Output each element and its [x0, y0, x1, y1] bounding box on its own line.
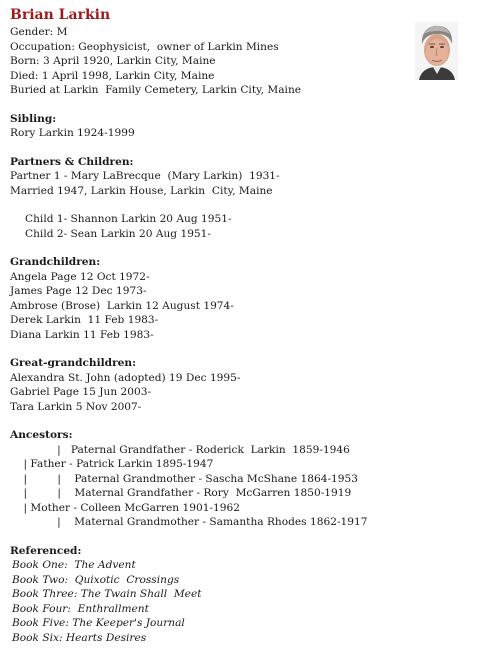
- book-reference: Book One: The Advent: [12, 559, 136, 571]
- spacer: [10, 342, 470, 356]
- grandchild-item: Ambrose (Brose) Larkin 12 August 1974-: [10, 299, 234, 312]
- referenced-heading: Referenced:: [10, 544, 82, 557]
- occupation-line: Occupation: Geophysicist, owner of Larkin Mines: [10, 40, 279, 53]
- spacer: [10, 141, 470, 155]
- spacer: [10, 241, 470, 255]
- great-grandchild-item: Tara Larkin 5 Nov 2007-: [10, 400, 142, 413]
- ancestor-line: | Father - Patrick Larkin 1895-1947: [10, 458, 214, 470]
- gender-line: Gender: M: [10, 26, 68, 38]
- genealogy-page: [10, 6, 470, 645]
- ancestor-line: | Mother - Colleen McGarren 1901-1962: [10, 501, 240, 514]
- spacer: [10, 98, 470, 112]
- partner-line: Partner 1 - Mary LaBrecque (Mary Larkin) 1931-: [10, 170, 280, 182]
- partners-heading: Partners & Children:: [10, 155, 134, 168]
- book-reference: Book Four: Enthrallment: [12, 602, 149, 615]
- book-reference: Book Five: The Keeper's Journal: [12, 617, 185, 629]
- spacer: [10, 414, 470, 428]
- person-name: Brian Larkin: [10, 7, 111, 23]
- born-line: Born: 3 April 1920, Larkin City, Maine: [10, 55, 216, 67]
- grandchild-item: Derek Larkin 11 Feb 1983-: [10, 314, 159, 326]
- sibling-heading: Sibling:: [10, 112, 57, 125]
- ancestor-line: | | Maternal Grandfather - Rory McGarren 1850-1919: [10, 487, 352, 499]
- died-line: Died: 1 April 1998, Larkin City, Maine: [10, 69, 215, 82]
- sibling-item: Rory Larkin 1924-1999: [10, 127, 135, 139]
- marriage-line: Married 1947, Larkin House, Larkin City, Maine: [10, 184, 273, 197]
- spacer: [10, 530, 470, 544]
- spacer: [10, 198, 470, 212]
- grandchild-item: Angela Page 12 Oct 1972-: [10, 270, 150, 283]
- great-grandchildren-heading: Great-grandchildren:: [10, 357, 137, 369]
- book-reference: Book Two: Quixotic Crossings: [12, 573, 180, 586]
- ancestors-heading: Ancestors:: [10, 429, 73, 441]
- ancestor-line: | Paternal Grandfather - Roderick Larkin 1859-1946: [10, 443, 350, 456]
- ancestor-line: | Maternal Grandmother - Samantha Rhodes 1862-1917: [10, 516, 368, 528]
- ancestor-line: | | Paternal Grandmother - Sascha McShane 1864-1953: [10, 472, 359, 485]
- buried-line: Buried at Larkin Family Cemetery, Larkin City, Maine: [10, 84, 302, 96]
- child-item: Child 2- Sean Larkin 20 Aug 1951-: [25, 227, 211, 240]
- grandchild-item: James Page 12 Dec 1973-: [10, 285, 147, 297]
- portrait-photo: [415, 22, 458, 80]
- grandchild-item: Diana Larkin 11 Feb 1983-: [10, 328, 154, 341]
- book-reference: Book Three: The Twain Shall Meet: [12, 588, 202, 600]
- great-grandchild-item: Gabriel Page 15 Jun 2003-: [10, 386, 152, 398]
- great-grandchild-item: Alexandra St. John (adopted) 19 Dec 1995-: [10, 371, 241, 384]
- child-item: Child 1- Shannon Larkin 20 Aug 1951-: [25, 213, 232, 225]
- book-reference: Book Six: Hearts Desires: [12, 631, 147, 644]
- grandchildren-heading: Grandchildren:: [10, 256, 101, 268]
